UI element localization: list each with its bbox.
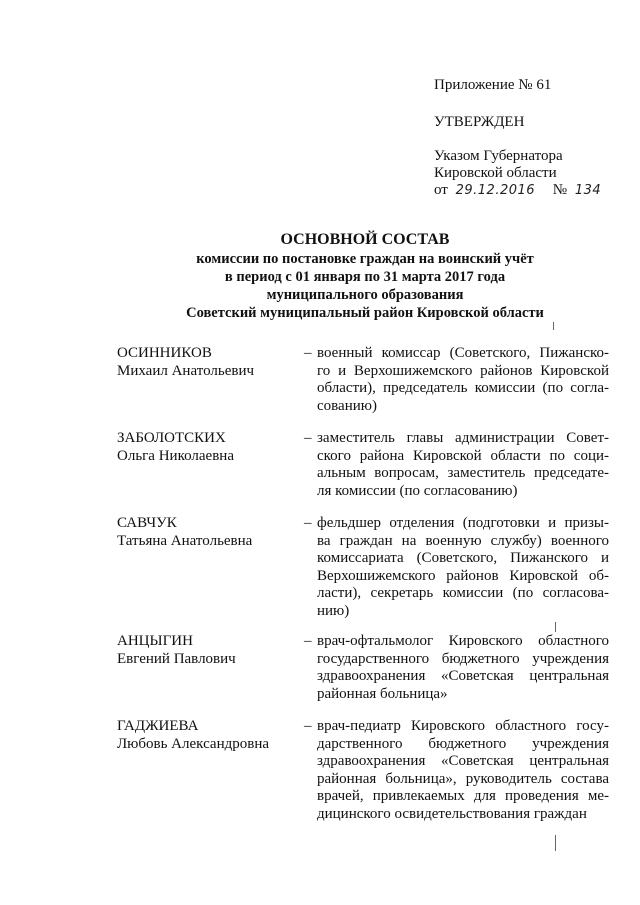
- appendix-number: Приложение № 61: [434, 77, 552, 93]
- number-label: №: [552, 182, 568, 198]
- dash-separator: –: [304, 718, 312, 734]
- dash-separator: –: [304, 345, 312, 361]
- role-line: здравоохранения «Советская центральная: [317, 753, 609, 769]
- role-line: здравоохранения «Советская центральная: [317, 668, 609, 684]
- decree-date-line: [434, 181, 601, 200]
- role-line: районная больница», руководитель состава: [317, 770, 609, 787]
- scan-mark: [553, 322, 554, 330]
- member-name: [117, 633, 302, 668]
- member-given-names: Михаил Анатольевич: [117, 362, 255, 379]
- member-surname: ОСИННИКОВ: [117, 345, 212, 361]
- role-line: альным вопросам, заместитель председате-: [317, 465, 609, 481]
- role-line: заместитель главы администрации Совет-: [317, 430, 609, 446]
- role-line: врач-офтальмолог Кировского областного: [317, 633, 609, 649]
- role-line: районная больница»: [317, 685, 448, 702]
- title-line-1: комиссии по постановке граждан на воинский учёт: [196, 251, 534, 267]
- role-line: врачей, привлекаемых для проведения ме-: [317, 788, 609, 804]
- role-line: комиссариата (Советского, Пижанского и: [317, 550, 609, 566]
- dash-separator: –: [304, 430, 312, 446]
- member-role: [317, 430, 609, 500]
- role-line: фельдшер отделения (подготовки и призы-: [317, 515, 609, 531]
- role-line: сованию): [317, 397, 377, 414]
- decree-line-1: Указом Губернатора: [434, 148, 563, 164]
- dash-separator: –: [304, 633, 312, 649]
- scan-mark: [555, 622, 556, 632]
- member-surname: ГАДЖИЕВА: [117, 718, 199, 734]
- title-line-4: Советский муниципальный район Кировской области: [186, 305, 544, 321]
- member-role: [317, 718, 609, 823]
- role-line: ласти), секретарь комиссии (по согласова-: [317, 585, 609, 601]
- document-title: [100, 230, 630, 322]
- role-line: дарственного бюджетного учреждения: [317, 735, 609, 752]
- approved-label: УТВЕРЖДЕН: [434, 114, 525, 130]
- scan-mark: [555, 835, 556, 851]
- member-given-names: Татьяна Анатольевна: [117, 532, 253, 549]
- title-line-3: муниципального образования: [266, 287, 464, 303]
- role-line: нию): [317, 602, 350, 619]
- role-line: го и Верхошижемского районов Кировской: [317, 362, 609, 379]
- member-surname: АНЦЫГИН: [117, 633, 193, 649]
- title-main: ОСНОВНОЙ СОСТАВ: [280, 231, 450, 248]
- member-surname: САВЧУК: [117, 515, 177, 531]
- role-line: ва граждан на военную службу) военного: [317, 532, 609, 549]
- decree-line-2: Кировской области: [434, 165, 557, 181]
- member-role: [317, 633, 609, 703]
- member-role: [317, 515, 609, 620]
- handwritten-number: 134: [574, 183, 602, 198]
- member-given-names: Любовь Александровна: [117, 735, 269, 752]
- member-surname: ЗАБОЛОТСКИХ: [117, 430, 226, 446]
- member-name: [117, 718, 302, 753]
- dash-separator: –: [304, 515, 312, 531]
- role-line: ского района Кировской области по соци-: [317, 447, 609, 464]
- member-name: [117, 430, 302, 465]
- role-line: ля комиссии (по согласованию): [317, 482, 518, 499]
- member-role: [317, 345, 609, 415]
- from-label: от: [434, 182, 448, 198]
- member-name: [117, 515, 302, 550]
- role-line: Верхошижемского районов Кировской об-: [317, 567, 609, 584]
- handwritten-date: 29.12.2016: [455, 183, 536, 198]
- role-line: государственного бюджетного учреждения: [317, 650, 609, 667]
- member-given-names: Ольга Николаевна: [117, 447, 234, 464]
- member-name: [117, 345, 302, 380]
- role-line: военный комиссар (Советского, Пижанско-: [317, 345, 609, 361]
- role-line: области), председатель комиссии (по согла-: [317, 380, 609, 396]
- role-line: дицинского освидетельствования граждан: [317, 805, 587, 822]
- role-line: врач-педиатр Кировского областного госу-: [317, 718, 609, 734]
- member-given-names: Евгений Павлович: [117, 650, 236, 667]
- title-line-2: в период с 01 января по 31 марта 2017 года: [224, 269, 506, 285]
